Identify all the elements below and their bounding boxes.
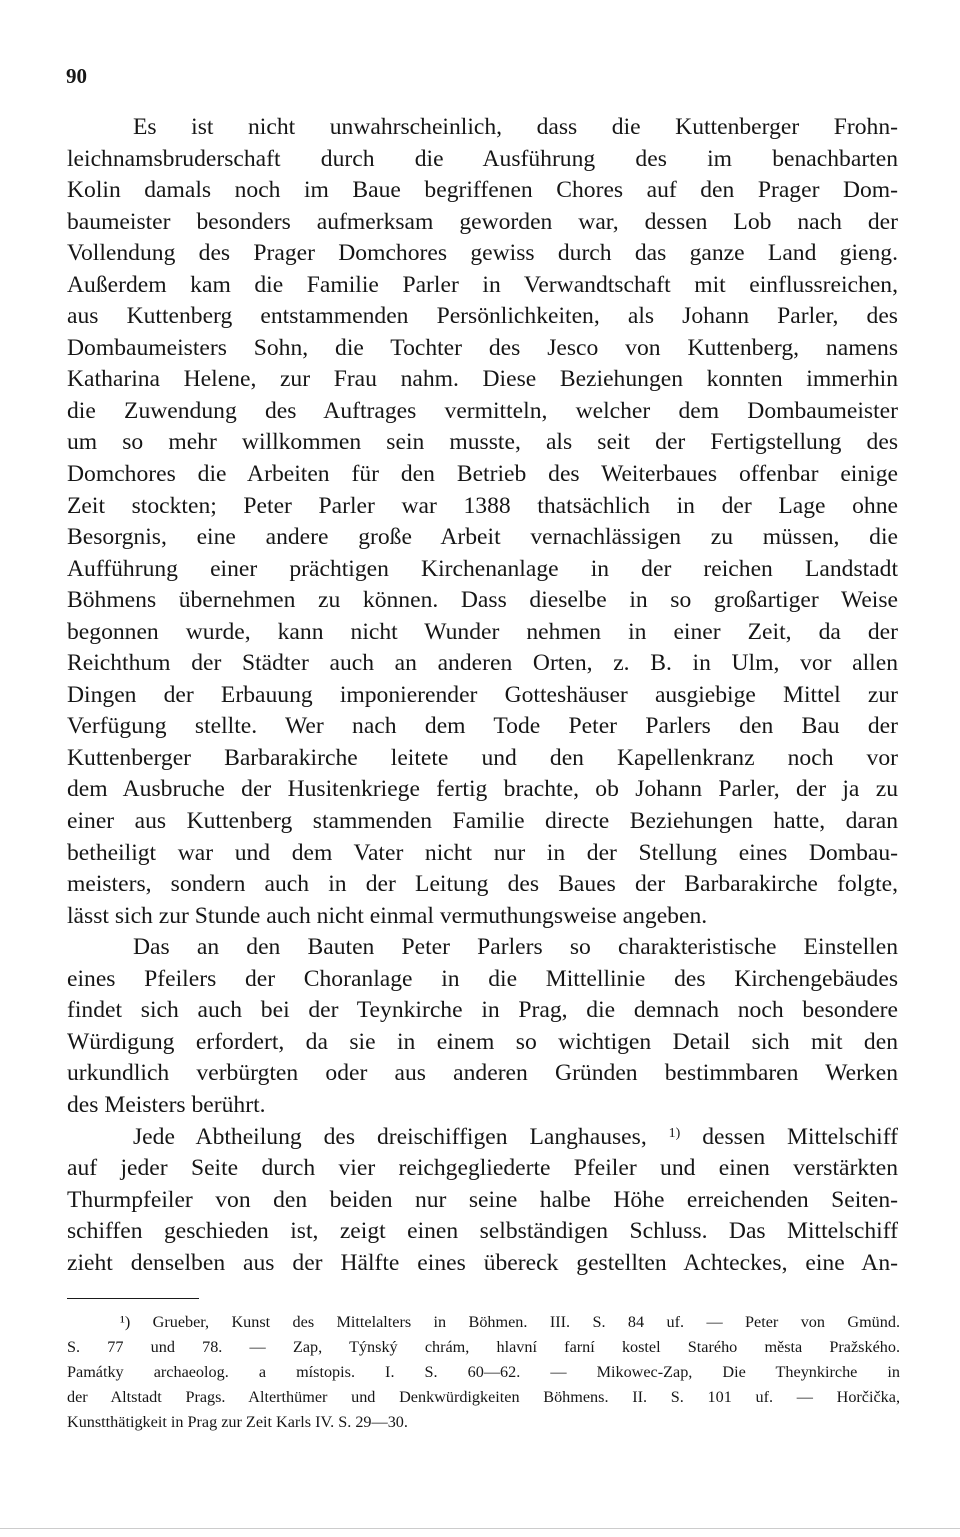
text-line: Kuttenberger Barbarakirche leitete und den Kapellenkranz noch vor xyxy=(67,744,898,771)
text-line: Böhmens übernehmen zu können. Dass dieselbe in so großartiger Weise xyxy=(67,587,898,614)
text-line: des Meisters berührt. xyxy=(67,1091,266,1118)
footnotes xyxy=(67,1310,900,1435)
body-text xyxy=(67,112,898,1279)
text-line: Kolin damals noch im Baue begriffenen Chores auf den Prager Dom- xyxy=(67,177,898,204)
footnote-separator xyxy=(67,1298,199,1299)
text-line: schiffen geschieden ist, zeigt einen selbständigen Schluss. Das Mittelschiff xyxy=(67,1218,898,1245)
text-fragment: Jede Abtheilung des dreischiffigen Langhauses, xyxy=(133,1123,669,1150)
text-line xyxy=(67,1122,898,1154)
text-line: Das an den Bauten Peter Parlers so charakteristische Einstellen xyxy=(133,934,898,961)
footnote-reference[interactable]: 1) xyxy=(668,1125,681,1141)
footnote-line: ¹) Grueber, Kunst des Mittelalters in Böhmen. III. S. 84 uf. — Peter von Gmünd. xyxy=(120,1313,900,1331)
paragraph-3 xyxy=(67,1122,898,1280)
text-line: baumeister besonders aufmerksam geworden war, dessen Lob nach der xyxy=(67,208,898,235)
text-line: Thurmpfeiler von den beiden nur seine halbe Höhe erreichenden Seiten- xyxy=(67,1186,898,1213)
text-line: Aufführung einer prächtigen Kirchenanlage in der reichen Landstadt xyxy=(67,555,898,582)
text-line: Außerdem kam die Familie Parler in Verwandtschaft mit einflussreichen, xyxy=(67,271,898,298)
text-line: einer aus Kuttenberg stammenden Familie directe Beziehungen hatte, daran xyxy=(67,808,898,835)
text-line: auf jeder Seite durch vier reichgegliederte Pfeiler und einen verstärkten xyxy=(67,1155,898,1182)
text-line: begonnen wurde, kann nicht Wunder nehmen in einer Zeit, da der xyxy=(67,618,898,645)
text-fragment: dessen Mittelschiff xyxy=(680,1123,898,1150)
text-line: Besorgnis, eine andere große Arbeit vernachlässigen zu müssen, die xyxy=(67,524,898,551)
text-line: Verfügung stellte. Wer nach dem Tode Peter Parlers den Bau der xyxy=(67,713,898,740)
text-line: Vollendung des Prager Domchores gewiss durch das ganze Land gieng. xyxy=(67,240,898,267)
text-line: meisters, sondern auch in der Leitung des Baues der Barbarakirche folgte, xyxy=(67,871,898,898)
footnote-line: Kunstthätigkeit in Prag zur Zeit Karls IV. S. 29—30. xyxy=(67,1413,408,1431)
text-line: Zeit stockten; Peter Parler war 1388 thatsächlich in der Lage ohne xyxy=(67,492,898,519)
text-line: urkundlich verbürgten oder aus anderen Gründen bestimmbaren Werken xyxy=(67,1060,898,1087)
paragraph-2 xyxy=(67,932,898,1121)
text-line: lässt sich zur Stunde auch nicht einmal vermuthungsweise angeben. xyxy=(67,902,708,929)
text-line: Dingen der Erbauung imponierender Gotteshäuser ausgiebige Mittel zur xyxy=(67,681,898,708)
page-bottom-edge xyxy=(0,1528,960,1529)
text-line: um so mehr willkommen sein musste, als seit der Fertigstellung des xyxy=(67,429,898,456)
text-line: dem Ausbruche der Husitenkriege fertig brachte, ob Johann Parler, der ja zu xyxy=(67,776,898,803)
text-line: findet sich auch bei der Teynkirche in Prag, die demnach noch besondere xyxy=(67,997,898,1024)
text-line: Reichthum der Städter auch an anderen Orten, z. B. in Ulm, vor allen xyxy=(67,650,898,677)
text-line: aus Kuttenberg entstammenden Persönlichkeiten, als Johann Parler, des xyxy=(67,303,898,330)
text-line: Würdigung erfordert, da sie in einem so wichtigen Detail sich mit den xyxy=(67,1028,898,1055)
text-line: zieht denselben aus der Hälfte eines übereck gestellten Achteckes, eine An- xyxy=(67,1249,898,1276)
paragraph-1 xyxy=(67,112,898,932)
text-line: betheiligt war und dem Vater nicht nur in der Stellung eines Dombau- xyxy=(67,839,898,866)
text-line: leichnamsbruderschaft durch die Ausführung des im benachbarten xyxy=(67,145,898,172)
text-line: die Zuwendung des Auftrages vermitteln, welcher dem Dombaumeister xyxy=(67,397,898,424)
text-line: Dombaumeisters Sohn, die Tochter des Jesco von Kuttenberg, namens xyxy=(67,334,898,361)
text-line: Es ist nicht unwahrscheinlich, dass die Kuttenberger Frohn- xyxy=(133,114,898,140)
text-line: Domchores die Arbeiten für den Betrieb des Weiterbaues offenbar einige xyxy=(67,461,898,488)
footnote-line: S. 77 und 78. — Zap, Týnský chrám, hlavní farní kostel Starého města Pražského. xyxy=(67,1338,900,1356)
text-line: Katharina Helene, zur Frau nahm. Diese Beziehungen konnten immerhin xyxy=(67,366,898,393)
text-line: eines Pfeilers der Choranlage in die Mittellinie des Kirchengebäudes xyxy=(67,965,898,992)
footnote-line: der Altstadt Prags. Alterthümer und Denkwürdigkeiten Böhmens. II. S. 101 uf. — Horčička, xyxy=(67,1388,900,1406)
footnote-line: Památky archaeolog. a místopis. I. S. 60—62. — Mikowec-Zap, Die Theynkirche in xyxy=(67,1363,900,1381)
page-number: 90 xyxy=(66,64,87,88)
